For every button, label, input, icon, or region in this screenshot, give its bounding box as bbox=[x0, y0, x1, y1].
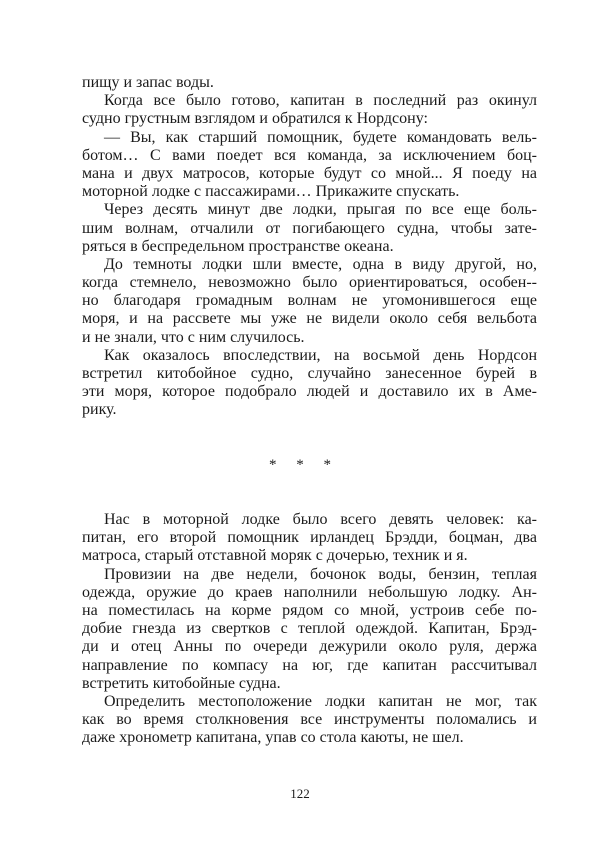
text-line: моря, и на рассвете мы уже не видели около себя вельбота bbox=[82, 310, 537, 328]
text-line: Как оказалось впоследствии, на восьмой день Нордсон bbox=[104, 346, 537, 364]
text-line: судно грустным взглядом и обратился к Нордсону: bbox=[82, 110, 428, 128]
text-line: До темноты лодки шли вместе, одна в виду другой, но, bbox=[104, 255, 537, 273]
text-line: матроса, старый отставной моряк с дочерью, техник и я. bbox=[82, 547, 468, 565]
text-line: направление по компасу на юг, где капитан рассчитывал bbox=[82, 656, 537, 674]
text-line: встретить китобойные судна. bbox=[82, 674, 281, 692]
text-line: и не знали, что с ним случилось. bbox=[82, 328, 305, 346]
text-line: питан, его второй помощник ирландец Брэдди, боцман, два bbox=[82, 529, 537, 547]
text-line: Провизии на две недели, бочонок воды, бензин, теплая bbox=[104, 565, 537, 583]
text-section-2 bbox=[82, 511, 537, 747]
text-line: Когда все было готово, капитан в последний раз окинул bbox=[104, 92, 537, 110]
text-line: шим волнам, отчалили от погибающего судна, чтобы зате- bbox=[82, 219, 537, 237]
text-section-1 bbox=[82, 74, 537, 420]
text-line: мана и двух матросов, которые будут со мной... Я поеду на bbox=[82, 164, 537, 182]
text-line: пищу и запас воды. bbox=[82, 74, 214, 91]
text-line: ботом… С вами поедет вся команда, за исключением боц- bbox=[82, 146, 537, 164]
text-line: моторной лодке с пассажирами… Прикажите спускать. bbox=[82, 183, 460, 201]
text-line: как во время столкновения все инструменты поломались и bbox=[82, 711, 537, 729]
section-separator: * * * bbox=[269, 457, 331, 473]
text-line: рику. bbox=[82, 401, 117, 419]
text-line: добие гнезда из свертков с теплой одеждой. Капитан, Брэд- bbox=[82, 620, 537, 638]
text-line: одежда, оружие до краев наполнили небольшую лодку. Ан- bbox=[82, 583, 537, 601]
text-line: встретил китобойное судно, случайно занесенное бурей в bbox=[82, 365, 537, 382]
text-line: Нас в моторной лодке было всего девять человек: ка- bbox=[104, 511, 537, 528]
text-line: ряться в беспредельном пространстве океана. bbox=[82, 237, 394, 255]
text-line: — Вы, как старший помощник, будете командовать вель- bbox=[104, 128, 537, 146]
text-line: даже хронометр капитана, упав со стола каюты, не шел. bbox=[82, 729, 464, 747]
text-line: эти моря, которое подобрало людей и доставило их в Аме- bbox=[82, 383, 537, 401]
text-line: Определить местоположение лодки капитан не мог, так bbox=[104, 692, 537, 710]
text-line: но благодаря громадным волнам не угомонившегося еще bbox=[82, 292, 537, 310]
text-line: ди и отец Анны по очереди дежурили около руля, держа bbox=[82, 638, 537, 656]
text-line: когда стемнело, невозможно было ориентироваться, особен-- bbox=[82, 274, 537, 292]
text-line: на поместилась на корме рядом со мной, устроив себе по- bbox=[82, 601, 537, 619]
text-line: Через десять минут две лодки, прыгая по все еще боль- bbox=[104, 201, 537, 219]
page-number: 122 bbox=[290, 786, 310, 801]
